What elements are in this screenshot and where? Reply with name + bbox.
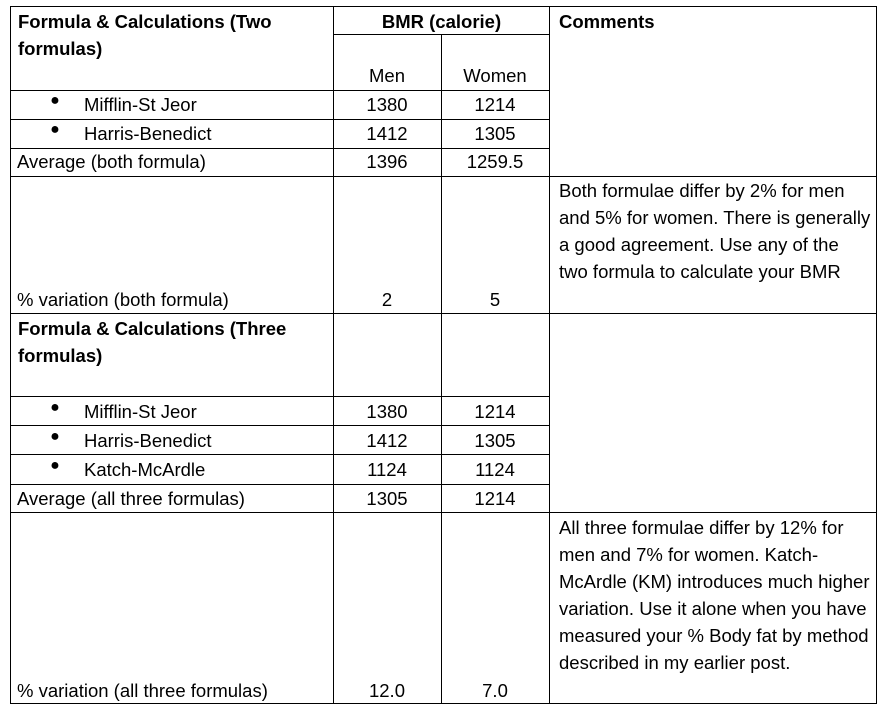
bullet-icon: ● bbox=[50, 428, 60, 445]
bullet-icon: ● bbox=[50, 457, 60, 474]
header-bmr: BMR (calorie) bbox=[381, 11, 502, 32]
men-value: 1380 bbox=[366, 94, 408, 115]
header-men: Men bbox=[369, 65, 405, 86]
women-value: 5 bbox=[489, 289, 501, 310]
row-label: Harris-Benedict bbox=[84, 123, 212, 144]
men-value: 1124 bbox=[367, 459, 407, 480]
bullet-icon: ● bbox=[50, 121, 60, 138]
row-label: Katch-McArdle bbox=[84, 459, 206, 480]
bullet-icon: ● bbox=[50, 92, 60, 109]
variation-label: % variation (all three formulas) bbox=[17, 680, 268, 701]
men-value: 1412 bbox=[366, 430, 408, 451]
men-value: 1412 bbox=[366, 123, 408, 144]
row-label: Mifflin-St Jeor bbox=[84, 94, 197, 115]
row-label: Harris-Benedict bbox=[84, 430, 212, 451]
header-women: Women bbox=[463, 65, 527, 86]
row-label: Mifflin-St Jeor bbox=[84, 401, 197, 422]
women-value: 1259.5 bbox=[466, 151, 524, 172]
average-label: Average (both formula) bbox=[17, 151, 206, 172]
header-formula-three: Formula & Calculations (Three formulas) bbox=[18, 318, 287, 366]
women-value: 1305 bbox=[474, 430, 516, 451]
men-value: 1380 bbox=[366, 401, 408, 422]
women-value: 1214 bbox=[474, 488, 516, 509]
women-value: 1124 bbox=[475, 459, 515, 480]
men-value: 1305 bbox=[366, 488, 408, 509]
header-formula-two: Formula & Calculations (Two formulas) bbox=[18, 11, 272, 59]
men-value: 2 bbox=[381, 289, 393, 310]
average-label: Average (all three formulas) bbox=[17, 488, 245, 509]
men-value: 1396 bbox=[366, 151, 408, 172]
bullet-icon: ● bbox=[50, 399, 60, 416]
variation-label: % variation (both formula) bbox=[17, 289, 229, 310]
women-value: 1305 bbox=[474, 123, 516, 144]
men-value: 12.0 bbox=[368, 680, 405, 701]
header-comments: Comments bbox=[559, 11, 655, 32]
women-value: 7.0 bbox=[482, 680, 508, 701]
women-value: 1214 bbox=[474, 94, 516, 115]
women-value: 1214 bbox=[474, 401, 516, 422]
comment-text: All three formulae differ by 12% for men and 7% for women. Katch-McArdle (KM) introduces much higher variation. Use it alone when you have measured your % Body fat by method described in my earlier post. bbox=[559, 517, 870, 673]
comment-text: Both formulae differ by 2% for men and 5% for women. There is generally a good agreement. Use any of the two formula to calculate your BMR bbox=[559, 180, 871, 282]
